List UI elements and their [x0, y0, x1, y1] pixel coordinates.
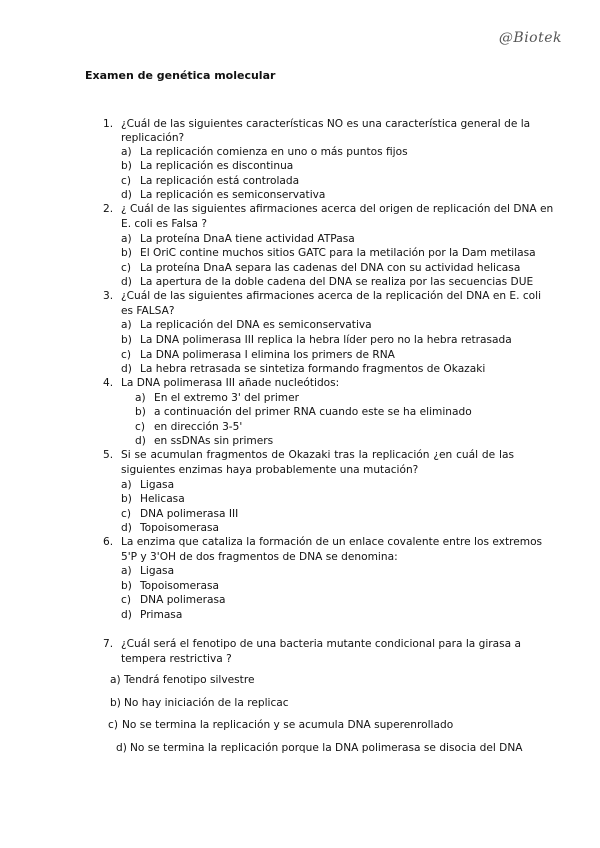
option-text: en ssDNAs sin primers: [154, 435, 274, 447]
option-text: La replicación del DNA es semiconservativa: [140, 319, 372, 331]
watermark: @Biotek: [498, 30, 562, 46]
option-letter: b): [135, 406, 146, 418]
option-letter: d): [121, 363, 132, 375]
option-text: La replicación comienza en uno o más puntos fijos: [140, 146, 408, 158]
question-text: La DNA polimerasa III añade nucleótidos:: [121, 377, 340, 389]
option-text: en dirección 3-5': [154, 421, 243, 433]
option-text: La proteína DnaA tiene actividad ATPasa: [140, 233, 355, 245]
option-letter: c): [121, 175, 131, 187]
option-text: Ligasa: [140, 565, 175, 577]
option-text: Primasa: [140, 609, 183, 621]
option-letter: c): [121, 349, 131, 361]
question-text: Si se acumulan fragmentos de Okazaki tras la replicación ¿en cuál de las: [121, 449, 514, 461]
option-letter: d): [135, 435, 146, 447]
option-letter: a): [121, 233, 132, 245]
question-number: 7.: [103, 638, 114, 650]
option-letter: c): [121, 594, 131, 606]
question-text: ¿ Cuál de las siguientes afirmaciones acerca del origen de replicación del DNA en: [121, 203, 554, 215]
option-text: No hay iniciación de la replicac: [124, 697, 289, 709]
option-letter: c): [121, 262, 131, 274]
option-text: Tendrá fenotipo silvestre: [124, 674, 255, 686]
question-text: siguientes enzimas haya probablemente una mutación?: [121, 464, 419, 476]
option-text: La hebra retrasada se sintetiza formando fragmentos de Okazaki: [140, 363, 486, 375]
option-letter: a): [121, 319, 132, 331]
question-text: ¿Cuál será el fenotipo de una bacteria mutante condicional para la girasa a: [121, 638, 522, 650]
option-letter: a): [135, 392, 146, 404]
option-text: La apertura de la doble cadena del DNA se realiza por las secuencias DUE: [140, 276, 534, 288]
question-number: 5.: [103, 449, 114, 461]
question-text: replicación?: [121, 132, 185, 144]
option-text: La replicación está controlada: [140, 175, 300, 187]
option-text: No se termina la replicación y se acumula DNA superenrollado: [122, 719, 454, 731]
option-letter: c): [121, 508, 131, 520]
option-text: El OriC contine muchos sitios GATC para la metilación por la Dam metilasa: [140, 247, 536, 259]
option-letter: a): [121, 479, 132, 491]
question-text: 5'P y 3'OH de dos fragmentos de DNA se denomina:: [121, 551, 398, 563]
option-letter: c): [108, 719, 118, 731]
question-text: ¿Cuál de las siguientes afirmaciones acerca de la replicación del DNA en E. coli: [121, 290, 542, 302]
question-number: 4.: [103, 377, 114, 389]
question-number: 3.: [103, 290, 114, 302]
question-number: 6.: [103, 536, 114, 548]
option-letter: b): [121, 580, 132, 592]
option-letter: c): [135, 421, 145, 433]
option-letter: b): [110, 697, 121, 709]
option-letter: a): [121, 565, 132, 577]
option-text: No se termina la replicación porque la DNA polimerasa se disocia del DNA: [130, 742, 523, 754]
option-text: DNA polimerasa III: [140, 508, 239, 520]
option-letter: a): [121, 146, 132, 158]
option-letter: b): [121, 493, 132, 505]
question-text: es FALSA?: [121, 305, 175, 317]
option-letter: b): [121, 334, 132, 346]
question-text: ¿Cuál de las siguientes características NO es una característica general de la: [121, 118, 531, 130]
question-text: La enzima que cataliza la formación de un enlace covalente entre los extremos: [121, 536, 543, 548]
option-letter: d): [121, 609, 132, 621]
page-title: Examen de genética molecular: [85, 69, 276, 82]
option-text: La DNA polimerasa I elimina los primers de RNA: [140, 349, 395, 361]
option-letter: d): [121, 522, 132, 534]
option-text: a continuación del primer RNA cuando este se ha eliminado: [154, 406, 472, 418]
option-text: La proteína DnaA separa las cadenas del DNA con su actividad helicasa: [140, 262, 521, 274]
option-text: DNA polimerasa: [140, 594, 226, 606]
option-text: La DNA polimerasa III replica la hebra líder pero no la hebra retrasada: [140, 334, 512, 346]
option-text: Helicasa: [140, 493, 185, 505]
option-text: La replicación es semiconservativa: [140, 189, 326, 201]
option-text: Topoisomerasa: [140, 522, 219, 534]
option-letter: d): [116, 742, 127, 754]
option-text: En el extremo 3' del primer: [154, 392, 299, 404]
option-letter: a): [110, 674, 121, 686]
option-letter: d): [121, 189, 132, 201]
option-text: Ligasa: [140, 479, 175, 491]
question-text: E. coli es Falsa ?: [121, 218, 207, 230]
option-letter: d): [121, 276, 132, 288]
option-text: Topoisomerasa: [140, 580, 219, 592]
question-number: 1.: [103, 118, 114, 130]
option-text: La replicación es discontinua: [140, 160, 294, 172]
question-text: tempera restrictiva ?: [121, 653, 232, 665]
option-letter: b): [121, 160, 132, 172]
question-number: 2.: [103, 203, 114, 215]
option-letter: b): [121, 247, 132, 259]
